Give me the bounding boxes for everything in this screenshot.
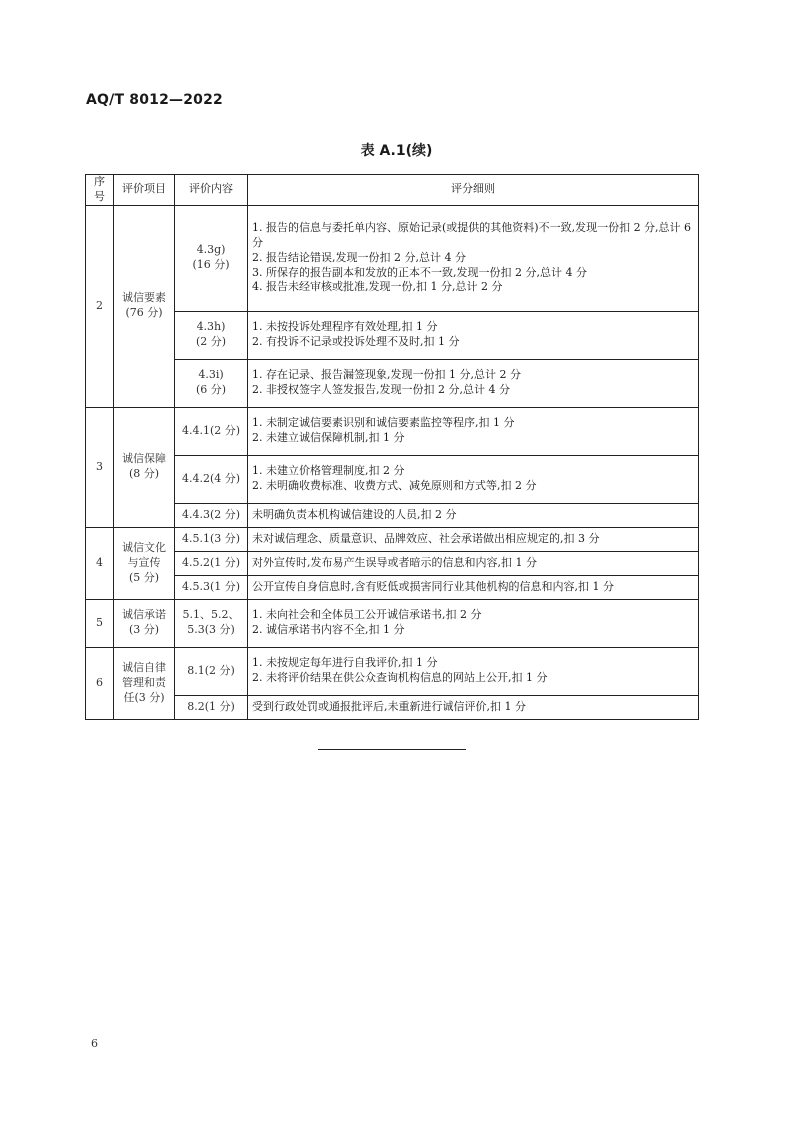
content-line: 5.1、5.2、 (182, 608, 240, 622)
content-line: (2 分) (195, 335, 227, 349)
detail-cell (248, 551, 699, 575)
detail-line: 未明确负责本机构诚信建设的人员,扣 2 分 (252, 507, 457, 521)
detail-cell (248, 359, 699, 407)
detail-line: 2. 未明确收费标准、收费方式、减免原则和方式等,扣 2 分 (252, 479, 537, 493)
content-line: 4.5.2(1 分) (181, 555, 241, 569)
seq-cell: 3 (86, 407, 114, 527)
evaluation-table (85, 174, 699, 720)
detail-cell (248, 205, 699, 311)
content-line: 8.1(2 分) (187, 663, 235, 677)
column-header-seq: 序号 (86, 175, 114, 206)
item-line: 与宣传 (127, 555, 161, 569)
table-row (86, 205, 699, 311)
item-line: 任(3 分) (123, 690, 165, 704)
detail-line: 公开宣传自身信息时,含有贬低或损害同行业其他机构的信息和内容,扣 1 分 (252, 579, 614, 593)
item-line: (8 分) (128, 467, 160, 481)
content-cell (175, 455, 248, 503)
content-cell (175, 205, 248, 311)
detail-line: 1. 未建立价格管理制度,扣 2 分 (252, 464, 405, 478)
detail-line: 2. 有投诉不记录或投诉处理不及时,扣 1 分 (252, 335, 460, 349)
content-line: (16 分) (192, 258, 230, 272)
content-line: 4.3g) (196, 243, 226, 257)
detail-cell (248, 647, 699, 695)
detail-cell (248, 695, 699, 719)
item-line: 诚信承诺 (122, 608, 166, 622)
table-row (86, 551, 699, 575)
table-header-row (86, 175, 699, 206)
document-code: AQ/T 8012—2022 (86, 92, 224, 108)
item-line: 诚信文化 (122, 540, 166, 554)
detail-line: 受到行政处罚或通报批评后,未重新进行诚信评价,扣 1 分 (252, 699, 526, 713)
detail-line: 1. 未制定诚信要素识别和诚信要素监控等程序,扣 1 分 (252, 416, 515, 430)
detail-cell (248, 311, 699, 359)
detail-line: 2. 未将评价结果在供公众查询机构信息的网站上公开,扣 1 分 (252, 671, 548, 685)
detail-line: 1. 未向社会和全体员工公开诚信承诺书,扣 2 分 (252, 608, 482, 622)
detail-cell (248, 599, 699, 647)
item-cell (114, 599, 175, 647)
detail-line: 2. 非授权签字人签发报告,发现一份扣 2 分,总计 4 分 (252, 383, 510, 397)
seq-cell: 2 (86, 205, 114, 407)
table-row (86, 647, 699, 695)
table-row (86, 407, 699, 455)
table-row (86, 695, 699, 719)
item-cell (114, 407, 175, 527)
table-row (86, 575, 699, 599)
content-line: 8.2(1 分) (187, 699, 235, 713)
detail-line: 4. 报告未经审核或批准,发现一份,扣 1 分,总计 2 分 (252, 280, 503, 294)
item-line: (76 分) (125, 306, 163, 320)
content-line: 4.3i) (198, 368, 224, 382)
column-header-content: 评价内容 (175, 175, 248, 206)
table-row (86, 599, 699, 647)
table-row (86, 359, 699, 407)
page-number: 6 (91, 1037, 98, 1050)
table-row (86, 455, 699, 503)
content-cell (175, 599, 248, 647)
item-line: 诚信要素 (122, 291, 166, 305)
content-line: 4.5.1(3 分) (181, 531, 241, 545)
content-line: 4.4.3(2 分) (181, 507, 241, 521)
item-line: 诚信保障 (122, 452, 166, 466)
content-line: 4.3h) (196, 320, 226, 334)
content-cell (175, 311, 248, 359)
content-cell (175, 695, 248, 719)
detail-line: 1. 未按投诉处理程序有效处理,扣 1 分 (252, 320, 438, 334)
detail-line: 1. 报告的信息与委托单内容、原始记录(或提供的其他资料)不一致,发现一份扣 2 分,总计 6 分 (252, 221, 692, 249)
item-line: (5 分) (128, 570, 160, 584)
content-line: 4.4.1(2 分) (181, 423, 241, 437)
table-row (86, 527, 699, 551)
column-header-item: 评价项目 (114, 175, 175, 206)
detail-cell (248, 407, 699, 455)
item-cell (114, 647, 175, 719)
content-line: 5.3(3 分) (187, 623, 235, 637)
content-cell (175, 503, 248, 527)
content-cell (175, 647, 248, 695)
table-title: 表 A.1(续) (360, 143, 433, 159)
detail-line: 对外宣传时,发布易产生误导或者暗示的信息和内容,扣 1 分 (252, 555, 537, 569)
detail-line: 2. 未建立诚信保障机制,扣 1 分 (252, 431, 405, 445)
end-rule (318, 749, 466, 750)
detail-line: 2. 报告结论错误,发现一份扣 2 分,总计 4 分 (252, 250, 466, 264)
item-line: (3 分) (128, 623, 160, 637)
table-body (86, 205, 699, 719)
seq-cell: 6 (86, 647, 114, 719)
table-row (86, 311, 699, 359)
item-line: 诚信自律 (122, 660, 166, 674)
item-cell (114, 527, 175, 599)
item-line: 管理和责 (122, 675, 166, 689)
detail-cell (248, 455, 699, 503)
content-cell (175, 527, 248, 551)
detail-line: 1. 未按规定每年进行自我评价,扣 1 分 (252, 656, 438, 670)
detail-line: 2. 诚信承诺书内容不全,扣 1 分 (252, 623, 405, 637)
column-header-detail: 评分细则 (248, 175, 699, 206)
detail-line: 1. 存在记录、报告漏签现象,发现一份扣 1 分,总计 2 分 (252, 368, 521, 382)
detail-cell (248, 503, 699, 527)
seq-cell: 5 (86, 599, 114, 647)
item-cell (114, 205, 175, 407)
table-row (86, 503, 699, 527)
content-line: 4.5.3(1 分) (181, 579, 241, 593)
detail-cell (248, 575, 699, 599)
detail-cell (248, 527, 699, 551)
content-line: (6 分) (195, 383, 227, 397)
content-cell (175, 575, 248, 599)
detail-line: 未对诚信理念、质量意识、品牌效应、社会承诺做出相应规定的,扣 3 分 (252, 531, 600, 545)
content-cell (175, 359, 248, 407)
content-line: 4.4.2(4 分) (181, 471, 241, 485)
detail-line: 3. 所保存的报告副本和发放的正本不一致,发现一份扣 2 分,总计 4 分 (252, 265, 587, 279)
content-cell (175, 407, 248, 455)
content-cell (175, 551, 248, 575)
seq-cell: 4 (86, 527, 114, 599)
